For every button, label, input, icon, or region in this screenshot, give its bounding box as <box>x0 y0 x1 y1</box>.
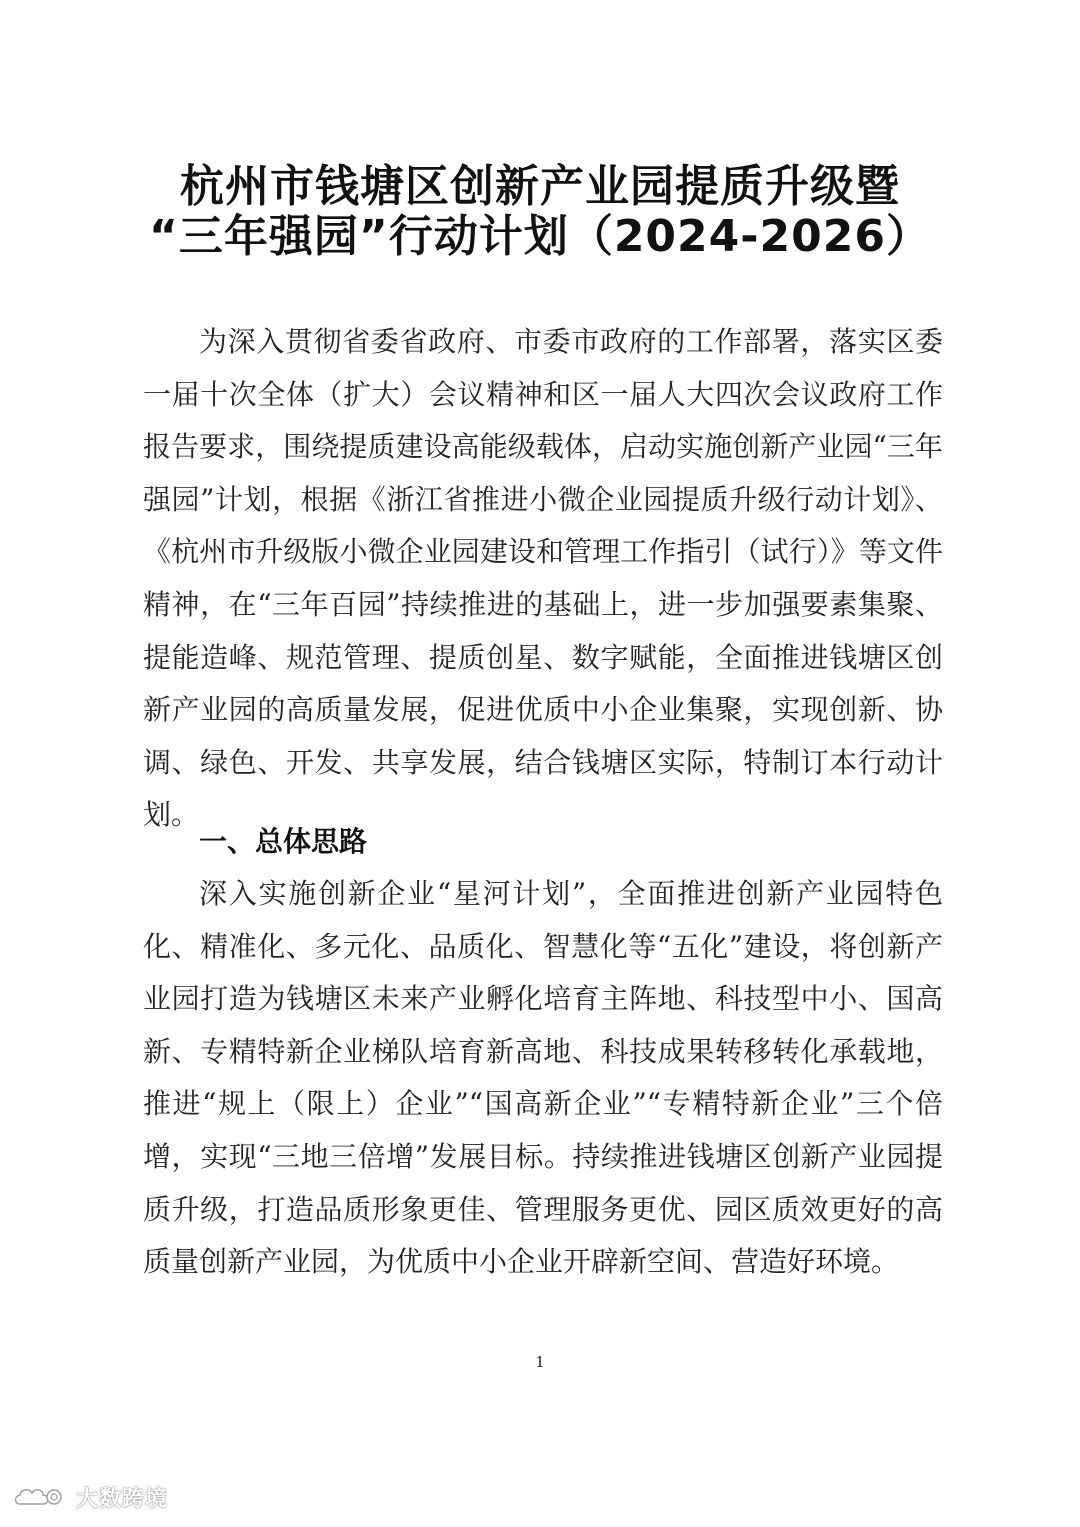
intro-paragraph: 为深入贯彻省委省政府、市委市政府的工作部署，落实区委一届十次全体（扩大）会议精神和区一届人大四次会议政府工作报告要求，围绕提质建设高能级载体，启动实施创新产业园“三年强园”计划，根据《浙江省推进小微企业园提质升级行动计划》、《杭州市升级版小微企业园建设和管理工作指引（试行）》等文件精神，在“三年百园”持续推进的基础上，进一步加强要素集聚、提能造峰、规范管理、提质创星、数字赋能，全面推进钱塘区创新产业园的高质量发展，促进优质中小企业集聚，实现创新、协调、绿色、开发、共享发展，结合钱塘区实际，特制订本行动计划。 <box>143 325 943 832</box>
cloud-logo-icon <box>10 1482 70 1512</box>
document-title-line-2: “三年强园”行动计划（2024-2026） <box>148 211 932 262</box>
watermark <box>10 1477 168 1517</box>
section-paragraph-overall-approach: 深入实施创新企业“星河计划”，全面推进创新产业园特色化、精准化、多元化、品质化、智慧化等“五化”建设，将创新产业园打造为钱塘区未来产业孵化培育主阵地、科技型中小、国高新、专精特新企业梯队培育新高地、科技成果转移转化承载地，推进“规上（限上）企业”“国高新企业”“专精特新企业”三个倍增，实现“三地三倍增”发展目标。持续推进钱塘区创新产业园提质升级，打造品质形象更佳、管理服务更优、园区质效更好的高质量创新产业园，为优质中小企业开辟新空间、营造好环境。 <box>143 877 943 1279</box>
document-title-line-1: 杭州市钱塘区创新产业园提质升级暨 <box>180 161 900 212</box>
watermark-text: 大数跨境 <box>76 1486 169 1512</box>
page-number: 1 <box>535 1353 545 1371</box>
section-heading-overall-approach: 一、总体思路 <box>199 825 368 858</box>
